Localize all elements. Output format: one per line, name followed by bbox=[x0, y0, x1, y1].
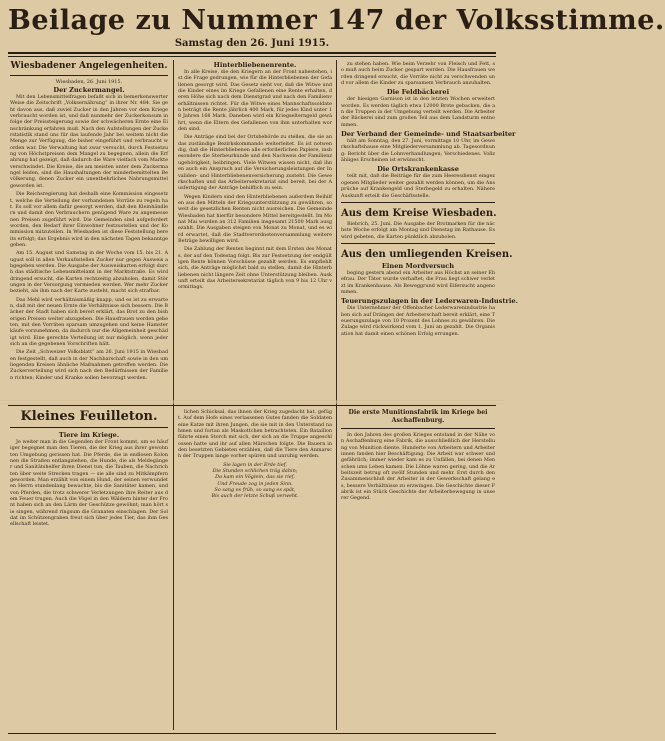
page-bottom-rule bbox=[8, 733, 496, 734]
paragraph: Je weiter man in die Gegenden der Front kommt, um so häufiger begegnet man den Tieren, die der Krieg aus ihrer gewohnten Umgebung gerissen hat. Die Pferde, die in endlosen Kolonnen die Straßen entlangziehen, die Hunde, die als Meldegänger und Sanitätshelfer ihren Dienst tun, die Tauben, die Nachrichten über weite Strecken tragen — sie alle sind zu Mitkämpfern geworden. Man erzählt von einem Hund, der seinen verwundeten Herrn stundenlang bewachte, bis die Sanitäter kamen, und von Pferden, die trotz schwerer Verletzungen ihre Reiter aus dem Feuer trugen. Auch die Vögel in den Wäldern hinter der Front haben sich an den Lärm der Geschütze gewöhnt; man hört sie singen, während ringsum die Granaten einschlagen. Der Soldat im Schützengraben freut sich über jedes Tier, das ihm Gesellschaft leistet. bbox=[10, 439, 168, 528]
section-title-umliegende-kreise: Aus den umliegenden Kreisen. bbox=[341, 248, 513, 260]
article-body bbox=[341, 305, 495, 337]
paragraph: Die Reichsregierung hat deshalb eine Kommission eingesetzt, welche die Verteilung der vorhandenen Vorräte zu regeln hat. Es soll vor allem dafür gesorgt werden, daß den Kleinhändlern und damit den Verbrauchern genügend Ware zu angemessenen Preisen zugeführt wird. Die Gemeinden sind aufgefordert worden, den Bedarf ihrer Einwohner festzustellen und der Kommission mitzuteilen. In Wiesbaden ist diese Feststellung bereits erfolgt; das Ergebnis wird in den nächsten Tagen bekanntgegeben. bbox=[10, 191, 168, 248]
section-title-hinterbliebenenrente: Hinterbliebenenrente. bbox=[213, 61, 297, 69]
masthead-date: Samstag den 26. Juni 1915. bbox=[174, 38, 330, 49]
paragraph: hält am Sonntag, den 27. Juni, vormittags 10 Uhr, im Gewerkschaftshause eine Mitgliederversammlung ab. Tagesordnung: Bericht über die Lohnverhandlungen; Verschiedenes. Vollzähliges Erscheinen ist erwünscht. bbox=[341, 138, 495, 164]
paragraph: Die Anträge sind bei der Ortsbehörde zu stellen, die sie an das zuständige Bezirkskommando weiterleitet. Es ist notwendig, daß die Hinterbliebenen alle erforderlichen Papiere, insbesondere die Sterbeurkunde und den Nachweis der Familienzugehörigkeit, beibringen. Viele Witwen wissen nicht, daß ihnen auch ein Anspruch auf die Versicherungsleistungen der Invaliden- und Hinterbliebenenversicherung zusteht. Die Gewerkschaften und das Arbeitersekretariat sind bereit, bei der Ausfertigung der Anträge behilflich zu sein. bbox=[178, 134, 332, 192]
article-title-mordversuch: Einen Mordversuch bbox=[381, 261, 455, 270]
column-2-lower bbox=[178, 409, 332, 731]
section-title-kreis-wiesbaden: Aus dem Kreise Wiesbaden. bbox=[341, 207, 497, 219]
paragraph: der hiesigen Garnison ist in den letzten Wochen erweitert worden. Es werden täglich etwa 12000 Brote gebacken, die an die Truppen in der Umgebung verteilt werden. Die Arbeiter der Bäckerei sind zum großen Teil aus dem Landsturm entnommen. bbox=[341, 96, 495, 128]
article-body bbox=[341, 96, 495, 128]
paragraph: zu stehen haben. Wie beim Verzehr von Fleisch und Fett, so muß auch beim Zucker gespart werden. Die Hausfrauen werden dringend ersucht, die Vorräte nicht zu verschwenden und vor allem die Kinder zu sparsamem Verbrauch anzuhalten. bbox=[341, 61, 495, 87]
article-title-zuckermangel: Der Zuckermangel. bbox=[53, 86, 125, 94]
article-title-feldbaeckerei: Die Feldbäckerei bbox=[386, 88, 450, 97]
column-3-lower bbox=[341, 409, 495, 731]
paragraph: Mit den Lebensmittelfragen befaßt sich in bemerkenswerter Weise die Zeitschrift „Volksernährung“ in ihrer Nr. 484. Sie geht davon aus, daß zuviel Zucker in den Jahren vor dem Kriege verbraucht worden ist, und daß nunmehr der Zuckerkonsum infolge der Preissteigerung sowie der schwächeren Ernte eine Einschränkung erfahren muß. Nach den Aufstellungen der Zuckerstatistik stand uns für das laufende Jahr bei weitem nicht die Menge zur Verfügung, die bisher eingeführt und verbraucht worden war. Die Verwaltung hat zwar versucht, durch Festsetzung von Höchstpreisen dem Mangel zu begegnen, allein die Erfahrung hat gezeigt, daß dadurch die Ware vielfach vom Markte verschwindet. Die Kreise, die am meisten unter dem Zuckermangel leiden, sind die Haushaltungen der minderbemittelten Bevölkerung, denen Zucker ein unentbehrliches Nahrungsmittel geworden ist. bbox=[10, 94, 168, 189]
section-title-wiesbaden: Wiesbadener Angelegenheiten. bbox=[10, 61, 168, 71]
paragraph: Die Zahlung der Renten beginnt mit dem Ersten des Monats, der auf den Todestag folgt. Bis zur Festsetzung der endgültigen Rente können Vorschüsse gezahlt werden. Es empfiehlt sich, die Anträge möglichst bald zu stellen, damit die Hinterbliebenen nicht längere Zeit ohne Unterstützung bleiben. Auskunft erteilt das Arbeitersekretariat täglich von 9 bis 12 Uhr vormittags. bbox=[178, 246, 332, 291]
dateline: Wiesbaden, 26. Juni 1915. bbox=[55, 79, 123, 85]
page-fold bbox=[0, 400, 504, 404]
divider bbox=[10, 75, 168, 76]
column-1-upper bbox=[10, 61, 168, 397]
section-title-feuilleton: Kleines Feuilleton. bbox=[20, 409, 158, 424]
paragraph: In alle Kreise, die den Kriegern an der Front nahestehen, ist die Frage gedrungen, wie für die Hinterbliebenen der Gefallenen gesorgt wird. Das Gesetz sieht vor, daß die Witwe und die Kinder eines im Kriege Gefallenen eine Rente erhalten, deren Höhe sich nach dem Dienstgrad und nach den Familienverhältnissen richtet. Für die Witwe eines Mannschaftssoldaten beträgt die Rente jährlich 400 Mark, für jedes Kind unter 18 Jahren 168 Mark. Daneben wird ein Kriegselterngeld gewährt, wenn die Eltern des Gefallenen von ihm unterhalten worden sind. bbox=[178, 69, 332, 133]
divider bbox=[341, 243, 495, 244]
paragraph: In den Jahren des großen Krieges entstand in der Nähe von Aschaffenburg eine Fabrik, die ausschließlich der Herstellung von Munition diente. Hunderte von Arbeitern und Arbeiterinnen fanden hier Beschäftigung. Die Arbeit war schwer und gefährlich; immer wieder kam es zu Unfällen, bei denen Menschen ums Leben kamen. Die Löhne waren gering, und die Arbeitszeit betrug oft zwölf Stunden und mehr. Erst durch den Zusammenschluß der Arbeiter in der Gewerkschaft gelang es, bessere Verhältnisse zu erzwingen. Die Geschichte dieser Fabrik ist ein Stück Geschichte der Arbeiterbewegung in unserer Gegend. bbox=[341, 432, 495, 502]
column-separator bbox=[173, 60, 174, 730]
divider bbox=[10, 427, 168, 428]
article-body bbox=[341, 432, 495, 502]
masthead-rule-thin bbox=[8, 56, 496, 57]
column-3-upper bbox=[341, 61, 518, 397]
article-body bbox=[178, 69, 332, 291]
paragraph: teilt mit, daß die Beiträge für die zum Heeresdienst eingezogenen Mitglieder weiter gezahlt werden können, um die Ansprüche auf Krankengeld und Sterbegeld zu erhalten. Nähere Auskunft erteilt die Geschäftsstelle. bbox=[341, 173, 495, 199]
article-body bbox=[341, 61, 495, 86]
paragraph: beging gestern abend ein Arbeiter aus Höchst an seiner Ehefrau. Der Täter wurde verhaftet; die Frau liegt schwer verletzt im Krankenhause. Als Beweggrund wird Eifersucht angenommen. bbox=[341, 269, 495, 295]
article-title-teuerungszulagen: Teuerungszulagen in der Lederwaren-Industrie. bbox=[341, 297, 518, 306]
section-title-munitionsfabrik: Die erste Munitionsfabrik im Kriege bei Aschaffenburg. bbox=[348, 409, 488, 424]
article-title-krankenkasse: Die Ortskrankenkasse bbox=[377, 165, 459, 174]
article-body bbox=[341, 221, 495, 240]
divider bbox=[341, 428, 495, 429]
masthead bbox=[8, 5, 665, 50]
paragraph: lichen Schicksal, das ihnen der Krieg zugedacht hat, gefügt. Auf dem Hofe eines verlassenen Gutes fanden die Soldaten eine Katze mit ihren Jungen, die sie mit in den Unterstand nahmen und fortan als Maskottchen betrachteten. Ein Bataillon führte einen Storch mit sich, der sich an die Truppe angeschlossen hatte und ihr auf allen Märschen folgte. Die Bauern in den besetzten Gebieten erzählen, daß die Tiere den Anmarsch der Truppen lange vorher spüren und unruhig werden. bbox=[178, 409, 332, 460]
paragraph: Die Unternehmer der Offenbacher Lederwarenindustrie haben sich auf Drängen der Arbeiterschaft bereit erklärt, eine Teuerungszulage von 10 Prozent des Lohnes zu gewähren. Die Zulage wird rückwirkend vom 1. Juni an gezahlt. Die Organisation hat damit einen schönen Erfolg errungen. bbox=[341, 305, 495, 337]
section-rule bbox=[8, 405, 496, 406]
article-title-verband: Der Verband der Gemeinde- und Staatsarbeiter bbox=[341, 130, 516, 139]
article-title-tiere-im-kriege: Tiere im Kriege. bbox=[58, 431, 120, 439]
poem-verse: Sie lagen in der Erde tief, Die Stunden schlichen träg dahin; Da kam ein Vöglein, das sie rief, Und Freude zog in jeden Sinn. So sang es früh, so sang es spät, Bis auch der letzte Schuß verweht. bbox=[211, 461, 299, 500]
paragraph: Biebrich, 25. Juni. Die Ausgabe der Brotmarken für die nächste Woche erfolgt am Montag und Dienstag im Rathause. Es wird gebeten, die Karten pünktlich abzuholen. bbox=[341, 220, 495, 240]
paragraph: Das Mehl wird verhältnismäßig knapp, und es ist zu erwarten, daß mit der neuen Ernte die Verhältnisse sich bessern. Die Bäcker der Stadt haben sich bereit erklärt, das Brot zu den bisherigen Preisen weiter abzugeben. Die Hausfrauen werden gebeten, mit den Vorräten sparsam umzugehen und keine Hamsterkäufe vorzunehmen, da dadurch nur die Allgemeinheit geschädigt wird. Eine gerechte Verteilung ist nur möglich, wenn jeder sich an die gegebenen Vorschriften hält. bbox=[10, 296, 168, 348]
article-body bbox=[341, 173, 495, 198]
column-1-lower bbox=[10, 409, 168, 731]
column-separator bbox=[336, 60, 337, 730]
paragraph: Wegen Kindern sind den Hinterbliebenen außerdem Beihilfen aus den Mitteln der Kriegsunterstützung zu gewähren, soweit die gesetzlichen Renten nicht ausreichen. Die Gemeinde Wiesbaden hat hierfür besondere Mittel bereitgestellt. Im Monat Mai wurden an 312 Familien insgesamt 21500 Mark ausgezahlt. Die Ausgaben steigen von Monat zu Monat, und es wird erwartet, daß die Stadtverordnetenversammlung weitere Beträge bewilligen wird. bbox=[178, 193, 332, 244]
article-body bbox=[10, 439, 168, 528]
column-2-upper bbox=[178, 61, 332, 397]
masthead-title: Beilage zu Nummer 147 der Volksstimme. bbox=[8, 5, 665, 36]
article-body bbox=[341, 138, 495, 163]
divider bbox=[341, 202, 495, 203]
masthead-rule bbox=[8, 52, 496, 54]
article-body bbox=[178, 409, 332, 460]
paragraph: Die Zeit „Schweizer Volksblatt“ am 26. Juni 1915 in Wiesbaden festgestellt, daß auch in der Nachbarschaft sowie in den umliegenden Kreisen ähnliche Maßnahmen getroffen werden. Die Zuckerverteilung wird sich nach den Bedürfnissen der Familien richten; Kinder und Kranke sollen bevorzugt werden. bbox=[10, 349, 168, 381]
article-body bbox=[10, 94, 168, 381]
article-body bbox=[341, 270, 495, 295]
paragraph: Am 15. August und Samstag in der Woche vom 15. bis 21. August soll in allen Verkaufsstellen Zucker nur gegen Ausweis abgegeben werden. Die Ausgabe der Ausweiskarten erfolgt durch das städtische Lebensmittelamt in der Marktstraße. Es wird dringend ersucht, die Karten rechtzeitig abzuholen, damit Störungen in der Versorgung vermieden werden. Wer mehr Zucker bezieht, als ihm nach der Karte zusteht, macht sich strafbar. bbox=[10, 250, 168, 295]
